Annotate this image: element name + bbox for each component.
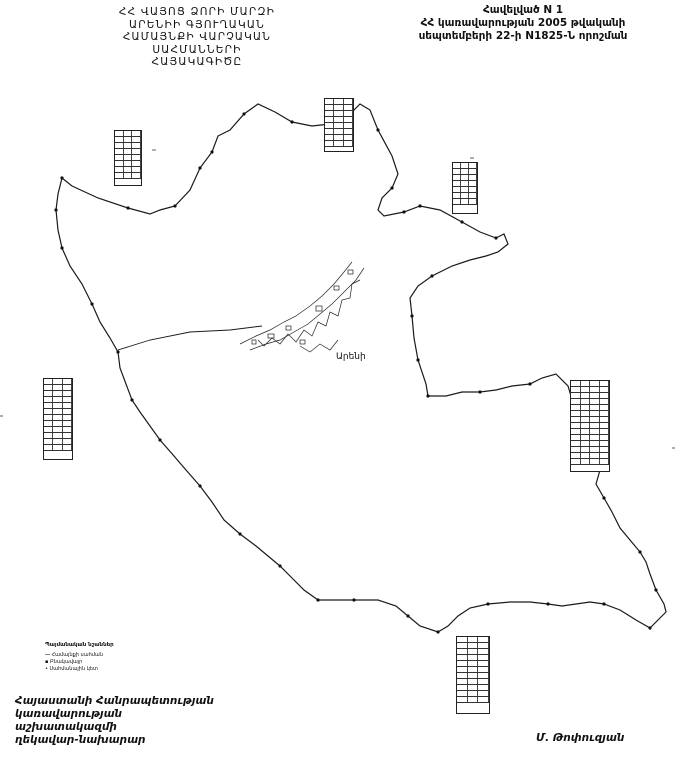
legend-item: ⎯⎯ Համայնքի սահման <box>45 652 103 658</box>
coord-table-5 <box>570 380 610 472</box>
legend-item: ▪ Բնակավայր <box>45 659 83 665</box>
internal-boundary <box>118 326 262 350</box>
signature-left-line-1: Հայաստանի Հանրապետության <box>15 695 214 707</box>
coord-table-3 <box>452 162 478 214</box>
legend-item: • Սահմանային կետ <box>45 666 98 672</box>
legend <box>45 642 157 673</box>
settlement-label: Արենի <box>336 352 366 362</box>
annex-line-1: Հավելված N 1 <box>482 4 564 16</box>
annex-line-2: ՀՀ կառավարության 2005 թվականի <box>420 17 626 29</box>
signature-left-line-2: կառավարության աշխատակազմի <box>15 708 123 733</box>
coord-table-4 <box>43 378 73 460</box>
annex-line-3: սեպտեմբերի 22-ի N1825-Ն որոշման <box>418 30 628 42</box>
settlement-cluster <box>240 262 364 352</box>
coord-table-2 <box>324 98 354 152</box>
coord-table-1 <box>114 130 142 186</box>
signature-name: Մ. Թոփուզյան <box>536 732 625 744</box>
boundary-points <box>54 112 657 633</box>
signature-left <box>15 695 225 747</box>
legend-title: Պայմանական նշաններ <box>45 642 114 648</box>
map-title: ՀՀ ՎԱՅՈՑ ՁՈՐԻ ՄԱՐԶԻ ԱՐԵՆԻԻ ԳՅՈՒՂԱԿԱՆ ՀԱՄԱՅՆՔԻ ՎԱՐՉԱԿԱՆ ՍԱՀՄԱՆՆԵՐԻ ՀԱՅԱԿԱԳԻԾԸ <box>118 6 276 68</box>
signature-left-line-3: ղեկավար-նախարար <box>15 734 146 746</box>
legend-dot-icon: • <box>45 666 50 672</box>
coord-table-6 <box>456 636 490 714</box>
community-boundary <box>56 104 666 632</box>
legend-square-icon: ▪ <box>45 659 50 665</box>
legend-line-icon: ⎯⎯ <box>45 652 52 658</box>
annex-header <box>398 4 648 43</box>
